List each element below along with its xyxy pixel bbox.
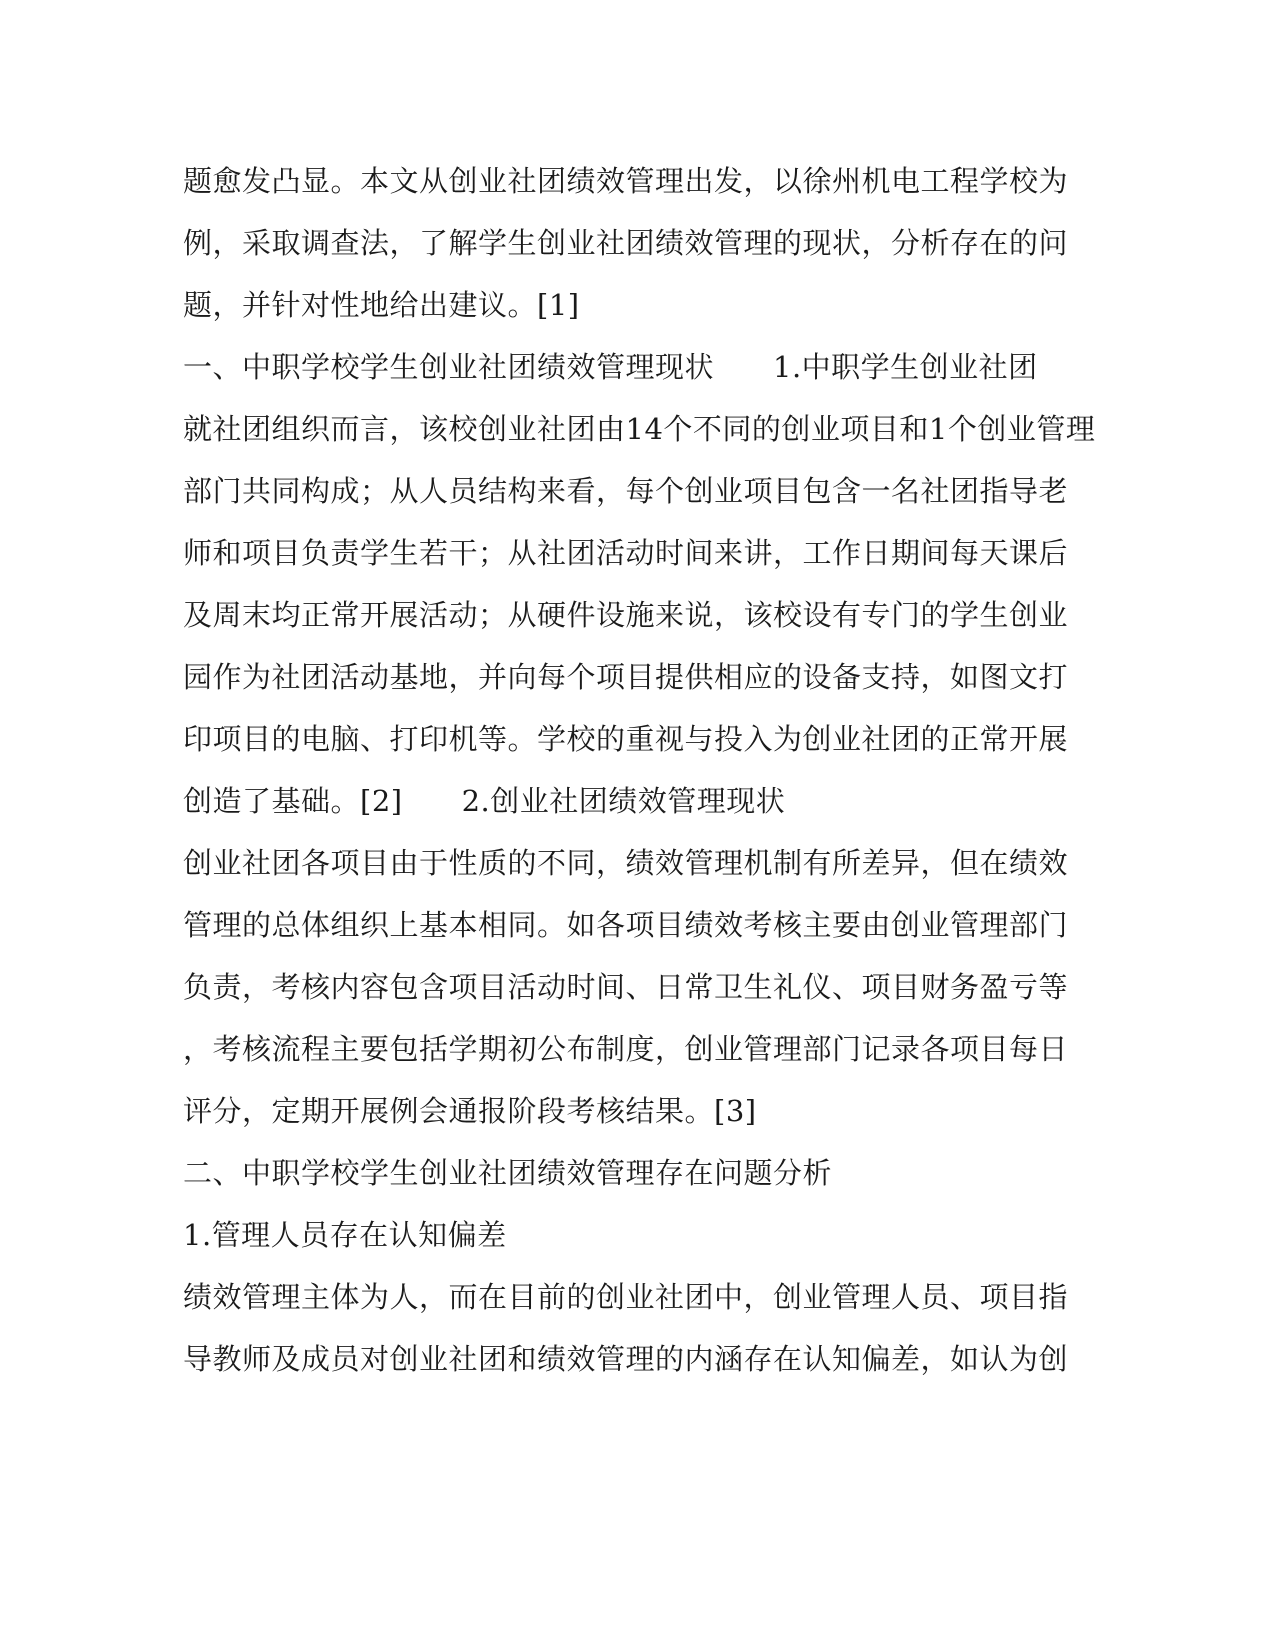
section-heading-2: 二、中职学校学生创业社团绩效管理存在问题分析: [183, 1156, 833, 1190]
subsection-heading: 1.管理人员存在认知偏差: [183, 1218, 507, 1252]
text-line: 部门共同构成；从人员结构来看，每个创业项目包含一名社团指导老: [183, 474, 1069, 508]
text-line: 管理的总体组织上基本相同。如各项目绩效考核主要由创业管理部门: [183, 908, 1069, 942]
text-line: 印项目的电脑、打印机等。学校的重视与投入为创业社团的正常开展: [183, 722, 1069, 756]
text-line: 园作为社团活动基地，并向每个项目提供相应的设备支持，如图文打: [183, 660, 1069, 694]
text-line: 题，并针对性地给出建议。[1]: [183, 288, 580, 322]
section-heading-1: 一、中职学校学生创业社团绩效管理现状 1.中职学生创业社团: [183, 350, 1038, 384]
text-line: ，考核流程主要包括学期初公布制度，创业管理部门记录各项目每日: [183, 1032, 1069, 1066]
text-line: 绩效管理主体为人，而在目前的创业社团中，创业管理人员、项目指: [183, 1280, 1069, 1314]
text-line: 例，采取调查法，了解学生创业社团绩效管理的现状，分析存在的问: [183, 226, 1069, 260]
text-line: 师和项目负责学生若干；从社团活动时间来讲，工作日期间每天课后: [183, 536, 1069, 570]
document-body: [183, 150, 1096, 1390]
text-line: 就社团组织而言，该校创业社团由14个不同的创业项目和1个创业管理: [183, 412, 1096, 446]
text-line: 导教师及成员对创业社团和绩效管理的内涵存在认知偏差，如认为创: [183, 1342, 1069, 1376]
text-line: 负责，考核内容包含项目活动时间、日常卫生礼仪、项目财务盈亏等: [183, 970, 1069, 1004]
text-line: 及周末均正常开展活动；从硬件设施来说，该校设有专门的学生创业: [183, 598, 1069, 632]
text-line: 题愈发凸显。本文从创业社团绩效管理出发，以徐州机电工程学校为: [183, 164, 1069, 198]
text-line: 创造了基础。[2] 2.创业社团绩效管理现状: [183, 784, 786, 818]
text-line: 评分，定期开展例会通报阶段考核结果。[3]: [183, 1094, 757, 1128]
text-line: 创业社团各项目由于性质的不同，绩效管理机制有所差异，但在绩效: [183, 846, 1069, 880]
